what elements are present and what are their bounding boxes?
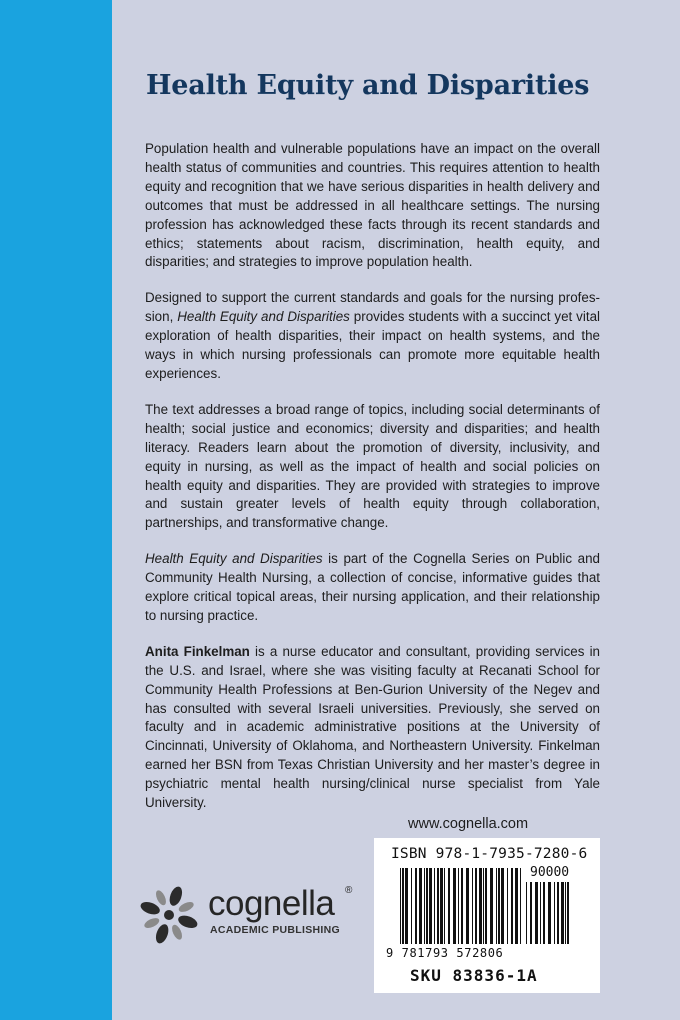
paragraph-purpose-end: provides students with a succinct yet vital exploration of health disparities, their impact on health systems, and the ways in which nursing professionals can promote more equitable health experiences. (145, 309, 600, 381)
cognella-mark-icon (136, 882, 202, 948)
barcode-panel (374, 838, 600, 993)
spine-stripe (0, 0, 112, 1020)
isbn-label: ISBN 978-1-7935-7280-6 (391, 846, 588, 862)
author-name: Anita Finkelman (145, 643, 250, 659)
publisher-logo (136, 880, 366, 950)
author-bio (145, 643, 600, 813)
addon-barcode-icon (526, 882, 574, 944)
author-bio-text: is a nurse educator and consultant, providing services in the U.S. and Israel, where she was visiting faculty at Recanati School for Community Health Professions at Ben-Gurion University of the Negev and has consulted with several Israeli universities. Previously, she served on faculty and in academic administrative positions at the University of Cincinnati, University of Oklahoma, and Northeastern University. Finkelman earned her BSN from Texas Christian University and her master’s degree in psychiatric mental health nursing/clinical nurse specialist from Yale University. (145, 643, 600, 811)
barcode-digits: 9 781793 572806 (386, 946, 504, 960)
title-reference: Health Equity and Disparities (177, 309, 350, 325)
paragraph-series (145, 550, 600, 626)
publisher-tagline: ACADEMIC PUBLISHING (210, 924, 340, 936)
price-code: 90000 (530, 865, 570, 880)
book-title: Health Equity and Disparities (146, 70, 590, 101)
paragraph-purpose (145, 289, 600, 384)
paragraph-purpose-start: Designed to support the current standards and goals for the nursing profession, (145, 290, 600, 325)
paragraph-topics: The text addresses a broad range of topics, including social determinants of health; social justice and economics; diversity and disparities; and health literacy. Readers learn about the promotion of diversity, inclusivity, and equity in nursing, as well as the impact of health and social policies on health equity and disparities. They are provided with strategies to improve and sustain greater levels of health equity through collaboration, partnerships, and transformative change. (145, 401, 600, 531)
paragraph-overview: Population health and vulnerable populations have an impact on the overall health status of communities and countries. This requires attention to health equity and recognition that we have serious disparities in health delivery and outcomes that must be addressed in all healthcare settings. The nursing profession has acknowledged these facts through its recent standards and ethics; statements about racism, discrimination, health equity, and disparities; and strategies to improve population health. (145, 141, 600, 270)
back-cover-text (145, 140, 600, 830)
publisher-name: cognella (208, 884, 335, 923)
barcode-icon (400, 868, 522, 944)
sku-label: SKU 83836-1A (410, 966, 538, 985)
title-reference: Health Equity and Disparities (145, 551, 323, 567)
registered-mark: ® (345, 885, 353, 896)
publisher-website: www.cognella.com (408, 816, 529, 832)
paragraph-series-end: is part of the Cognella Series on Public and Community Health Nursing, a collection of concise, informative guides that explore critical topical areas, their nursing application, and their relationship to nursing practice. (145, 551, 601, 623)
